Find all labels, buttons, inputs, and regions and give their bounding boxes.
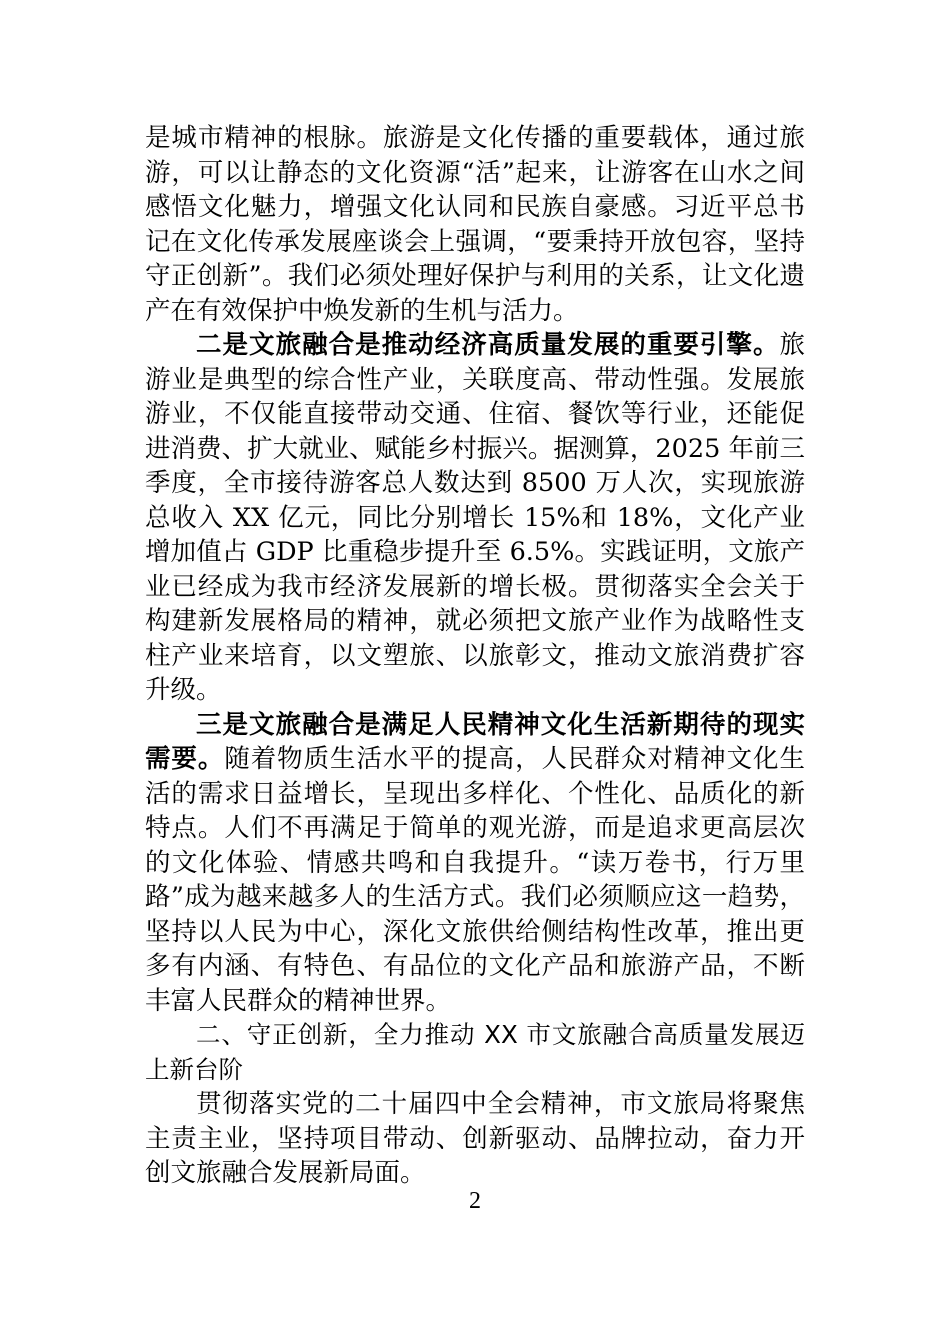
paragraph-continuation bbox=[145, 121, 805, 328]
page-number: 2 bbox=[469, 1188, 481, 1214]
paragraph-point-two bbox=[145, 328, 805, 708]
paragraph-text: 是城市精神的根脉。旅游是文化传播的重要载体，通过旅游，可以让静态的文化资源“活”起来，让游客在山水之间感悟文化魅力，增强文化认同和民族自豪感。习近平总书记在文化传承发展座谈会上强调，“要秉持开放包容，坚持守正创新”。我们必须处理好保护与利用的关系，让文化遗产在有效保护中焕发新的生机与活力。 bbox=[145, 123, 805, 326]
paragraph-closing: 贯彻落实党的二十届四中全会精神，市文旅局将聚焦主责主业，坚持项目带动、创新驱动、品牌拉动，奋力开创文旅融合发展新局面。 bbox=[145, 1089, 805, 1188]
document-body bbox=[145, 121, 805, 1191]
paragraph-point-three bbox=[145, 708, 805, 1019]
paragraph-lead: 二是文旅融合是推动经济高质量发展的重要引擎。 bbox=[196, 330, 780, 360]
paragraph-text: 随着物质生活水平的提高，人民群众对精神文化生活的需求日益增长，呈现出多样化、个性化、品质化的新特点。人们不再满足于简单的观光游，而是追求更高层次的文化体验、情感共鸣和自我提升。“读万卷书，行万里路”成为越来越多人的生活方式。我们必须顺应这一趋势，坚持以人民为中心，深化文旅供给侧结构性改革，推出更多有内涵、有特色、有品位的文化产品和旅游产品，不断丰富人民群众的精神世界。 bbox=[145, 744, 805, 1016]
paragraph-lead: 三是文旅融合是满足人民精神文化生活新期待的现实需要。 bbox=[145, 709, 805, 774]
paragraph-text: 旅游业是典型的综合性产业，关联度高、带动性强。发展旅游业，不仅能直接带动交通、住宿、餐饮等行业，还能促进消费、扩大就业、赋能乡村振兴。据测算，2025 年前三季度，全市接待游客总人数达到 8500 万人次，实现旅游总收入 XX 亿元，同比分别增长 15%和 18%，文化产业增加值占 GDP 比重稳步提升至 6.5%。实践证明，文旅产业已经成为我市经济发展新的增长极。贯彻落实全会关于构建新发展格局的精神，就必须把文旅产业作为战略性支柱产业来培育，以文塑旅、以旅彰文，推动文旅消费扩容升级。 bbox=[145, 330, 805, 705]
section-heading: 二、守正创新，全力推动 XX 市文旅融合高质量发展迈上新台阶 bbox=[145, 1020, 805, 1084]
